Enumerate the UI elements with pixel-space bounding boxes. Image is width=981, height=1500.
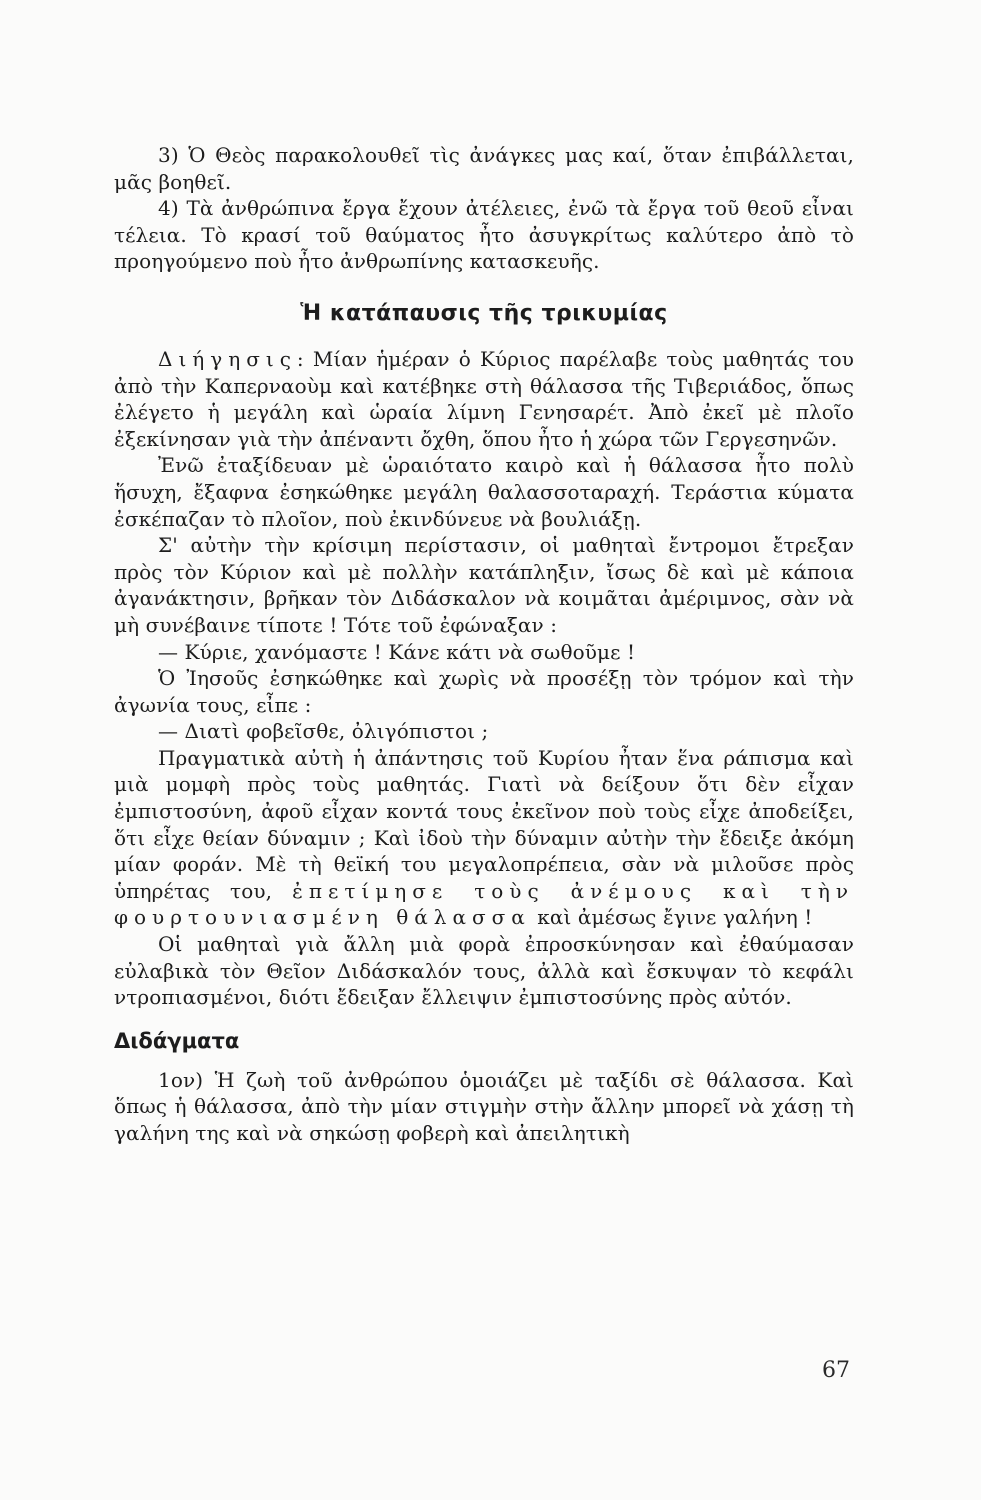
section-title: Ἡ κατάπαυσις τῆς τρικυμίας <box>300 300 668 326</box>
page-body <box>114 142 854 1147</box>
narrative-text-1: : Μίαν ἡμέραν ὁ Κύριος παρέλαβε τοὺς μαθητάς του ἀπὸ τὴν Καπερναοὺμ καὶ κατέβηκε στὴ θάλασσα τῆς Τιβεριάδος, ὅπως ἐλέγετο ἡ μεγάλη καὶ ὡραία λίμνη Γενησαρέτ. Ἀπὸ ἐκεῖ μὲ πλοῖο ἐξεκίνησαν γιὰ τὴν ἀπέναντι ὄχθη, ὅπου ἦτο ἡ χώρα τῶν Γεργεσηνῶν. <box>114 346 854 451</box>
narrative-paragraph-7 <box>114 745 854 931</box>
intro-paragraph-4: 4) Τὰ ἀνθρώπινα ἔργα ἔχουν ἀτέλειες, ἐνῶ τὰ ἔργα τοῦ θεοῦ εἶναι τέλεια. Τὸ κρασί τοῦ θαύματος ἦτο ἀσυγκρίτως καλύτερο ἀπὸ τὸ προηγούμενο ποὺ ἦτο ἀνθρωπίνης κατασκευῆς. <box>114 196 854 274</box>
narrative-text-7a: Πραγματικὰ αὐτὴ ἡ ἀπάντησις τοῦ Κυρίου ἦταν ἕνα ράπισμα καὶ μιὰ μομφὴ πρὸς τοὺς μαθητάς. Γιατὶ νὰ δείξουν ὅτι δὲν εἶχαν ἐμπιστοσύνη, ἀφοῦ εἶχαν κοντά τους ἐκεῖνον ποὺ τοὺς εἶχε ἀποδείξει, ὅτι εἶχε θείαν δύναμιν ; Καὶ ἰδοὺ τὴν δύναμιν αὐτὴν τὴν ἔδειξε ἀκόμη μίαν φοράν. Μὲ τὴ θεϊκή του μεγαλοπρέπεια, σὰν νὰ μιλοῦσε πρὸς ὑπηρέτας του, <box>114 745 854 903</box>
lesson-paragraph-1: 1ον) Ἡ ζωὴ τοῦ ἀνθρώπου ὁμοιάζει μὲ ταξίδι σὲ θάλασσα. Καὶ ὅπως ἡ θάλασσα, ἀπὸ τὴν μίαν στιγμὴν στὴν ἄλλην μπορεῖ νὰ χάσῃ τὴ γαλήνη της καὶ νὰ σηκώσῃ φοβερὴ καὶ ἀπειλητικὴ <box>114 1067 854 1145</box>
narrative-paragraph-1 <box>114 346 854 452</box>
dialogue-line-2: — Διατὶ φοβεῖσθε, ὀλιγόπιστοι ; <box>158 719 489 744</box>
dialogue-line-1: — Κύριε, χανόμαστε ! Κάνε κάτι νὰ σωθοῦμε ! <box>158 639 636 664</box>
narrative-paragraph-5: Ὁ Ἰησοῦς ἐσηκώθηκε καὶ χωρὶς νὰ προσέξῃ τὸν τρόμον καὶ τὴν ἀγωνία τους, εἶπε : <box>114 666 854 717</box>
intro-paragraph-3: 3) Ὁ Θεὸς παρακολουθεῖ τὶς ἀνάγκες μας καί, ὅταν ἐπιβάλλεται, μᾶς βοηθεῖ. <box>114 143 854 194</box>
page-number: 67 <box>822 1358 850 1383</box>
narrative-paragraph-2: Ἐνῶ ἐταξίδευαν μὲ ὡραιότατο καιρὸ καὶ ἡ θάλασσα ἦτο πολὺ ἥσυχη, ἔξαφνα ἐσηκώθηκε μεγάλη θαλασσοταραχή. Τεράστια κύματα ἐσκέπαζαν τὸ πλοῖον, ποὺ ἐκινδύνευε νὰ βουλιάξῃ. <box>114 453 854 531</box>
narrative-text-7b: καὶ ἀμέσως ἔγινε γαλήνη ! <box>537 905 813 930</box>
narrative-emphasis: ἐπετίμησε τοὺς ἀνέμους καὶ τὴν φουρτουνιασμένη θάλασσα <box>114 878 854 930</box>
narrative-paragraph-8: Οἱ μαθηταὶ γιὰ ἄλλη μιὰ φορὰ ἐπροσκύνησαν καὶ ἐθαύμασαν εὐλαβικὰ τὸν Θεῖον Διδάσκαλόν τους, ἀλλὰ καὶ ἔσκυψαν τὸ κεφάλι ντροπιασμένοι, διότι ἔδειξαν ἔλλειψιν ἐμπιστοσύνης πρὸς αὐτόν. <box>114 932 854 1010</box>
narrative-label: Διήγησις <box>158 346 297 371</box>
lessons-title: Διδάγματα <box>114 1028 240 1053</box>
narrative-paragraph-3: Σ' αὐτὴν τὴν κρίσιμη περίστασιν, οἱ μαθηταὶ ἔντρομοι ἔτρεξαν πρὸς τὸν Κύριον καὶ μὲ πολλὴν κατάπληξιν, ἴσως δὲ καὶ μὲ κάποια ἀγανάκτησιν, βρῆκαν τὸν Διδάσκαλον νὰ κοιμᾶται ἀμέριμνος, σὰν νὰ μὴ συνέβαινε τίποτε ! Τότε τοῦ ἐφώναξαν : <box>114 533 854 637</box>
